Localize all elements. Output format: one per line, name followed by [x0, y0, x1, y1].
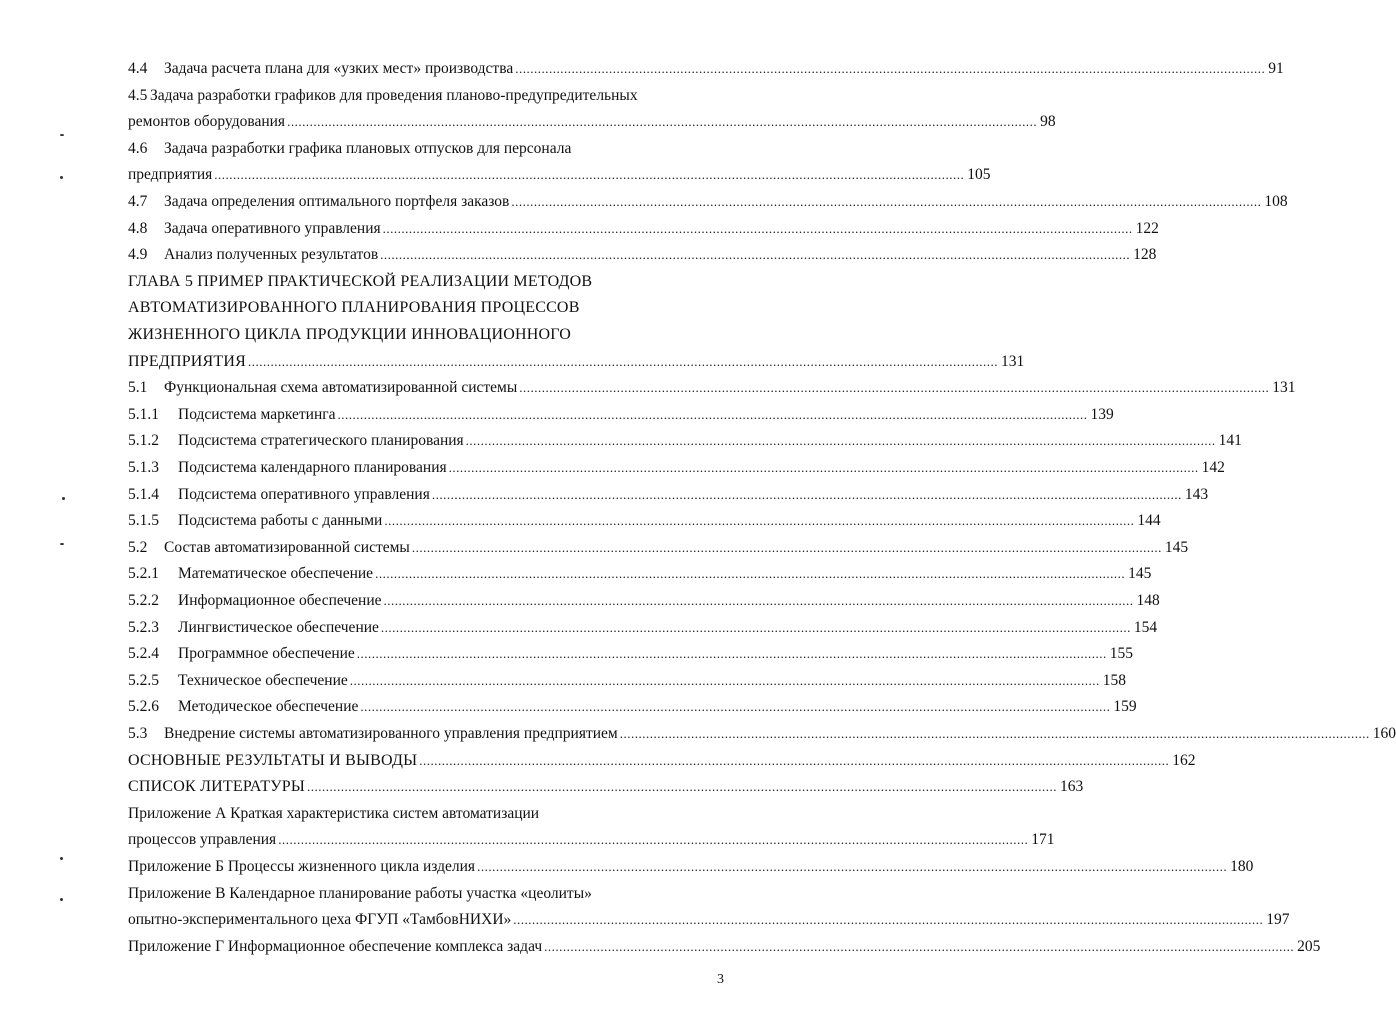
toc-entry-page: 197	[1266, 911, 1290, 928]
toc-entry-page: 131	[1001, 353, 1025, 370]
toc-entry-title: Методическое обеспечение	[178, 698, 359, 715]
toc-entry-number: 5.1.1	[128, 406, 159, 423]
scan-speck	[62, 497, 65, 500]
toc-entry	[128, 190, 1288, 214]
toc-entry	[128, 935, 1321, 959]
toc-entry-page: 163	[1060, 778, 1084, 795]
toc-entry-page: 171	[1031, 831, 1055, 848]
toc-entry	[128, 642, 1134, 666]
toc-entry-page: 122	[1135, 220, 1159, 237]
toc-entry-title: ЖИЗНЕННОГО ЦИКЛА ПРОДУКЦИИ ИННОВАЦИОННОГО	[128, 326, 572, 343]
toc-entry-number: 5.2.5	[128, 672, 159, 689]
toc-entry-number: 5.3	[128, 725, 148, 742]
toc-entry	[128, 403, 1114, 427]
toc-entry	[128, 243, 1157, 267]
toc-entry-number: 5.1.5	[128, 512, 159, 529]
toc-entry-title: Приложение А Краткая характеристика систем автоматизации	[128, 805, 540, 822]
toc-leader-dots: ........................................................................................................................................................................................................	[519, 380, 1270, 395]
toc-entry-page: 128	[1133, 246, 1157, 263]
toc-entry-title: процессов управления	[128, 831, 277, 848]
toc-entry-title: Задача оперативного управления	[164, 220, 381, 237]
toc-leader-dots: ........................................................................................................................................................................................................	[248, 354, 999, 369]
toc-leader-dots: ........................................................................................................................................................................................................	[380, 620, 1131, 635]
toc-entry-title: Подсистема работы с данными	[178, 512, 383, 529]
toc-leader-dots: ........................................................................................................................................................................................................	[307, 779, 1057, 794]
toc-entry	[128, 855, 1254, 879]
toc-entry	[128, 669, 1127, 693]
toc-entry-title: опытно-экспериментального цеха ФГУП «ТамбовНИХИ»	[128, 911, 512, 928]
toc-leader-dots: ........................................................................................................................................................................................................	[477, 859, 1228, 874]
toc-entry-title: Приложение Г Информационное обеспечение комплекса задач	[128, 938, 543, 955]
toc-entry-number: 5.1.2	[128, 432, 159, 449]
toc-leader-dots: ........................................................................................................................................................................................................	[356, 646, 1107, 661]
toc-leader-dots: ........................................................................................................................................................................................................	[384, 513, 1135, 528]
toc-entry	[128, 270, 724, 294]
toc-leader-dots: ........................................................................................................................................................................................................	[380, 247, 1131, 262]
toc-entry-page: 162	[1172, 752, 1196, 769]
toc-entry-page: 142	[1201, 459, 1225, 476]
toc-entry	[128, 509, 1161, 533]
toc-entry-number: 4.6	[128, 140, 148, 157]
toc-entry	[128, 483, 1209, 507]
toc-entry	[128, 616, 1158, 640]
toc-leader-dots: ........................................................................................................................................................................................................	[287, 114, 1038, 129]
toc-entry	[128, 456, 1225, 480]
toc-entry-title: Техническое обеспечение	[178, 672, 348, 689]
toc-entry-title: Информационное обеспечение	[178, 592, 382, 609]
toc-entry-title: Внедрение системы автоматизированного управления предприятием	[164, 725, 618, 742]
toc-entry-title: Приложение Б Процессы жизненного цикла изделия	[128, 858, 476, 875]
toc-leader-dots: ........................................................................................................................................................................................................	[513, 912, 1264, 927]
toc-entry-number: 5.2.4	[128, 645, 159, 662]
toc-entry-page: 105	[967, 166, 991, 183]
scan-speck	[60, 176, 63, 179]
toc-leader-dots: ........................................................................................................................................................................................................	[544, 939, 1295, 954]
toc-entry	[128, 376, 1296, 400]
toc-entry-page: 131	[1272, 379, 1296, 396]
toc-leader-dots: ........................................................................................................................................................................................................	[278, 832, 1029, 847]
toc-entry-page: 205	[1297, 938, 1321, 955]
toc-entry-page: 108	[1264, 193, 1288, 210]
toc-entry	[128, 429, 1242, 453]
toc-entry	[128, 350, 1025, 374]
toc-entry-title: Анализ полученных результатов	[164, 246, 379, 263]
toc-entry-title: Лингвистическое обеспечение	[178, 619, 379, 636]
scan-speck	[60, 134, 64, 136]
toc-entry-page: 143	[1184, 486, 1209, 503]
toc-entry	[128, 775, 1084, 799]
toc-entry-number: 5.2.6	[128, 698, 159, 715]
toc-leader-dots: ........................................................................................................................................................................................................	[465, 433, 1216, 448]
toc-entry	[128, 110, 1056, 134]
toc-entry-title: предприятия	[128, 166, 213, 183]
toc-entry-title: Математическое обеспечение	[178, 565, 374, 582]
toc-entry-title: Задача определения оптимального портфеля заказов	[164, 193, 510, 210]
toc-entry-number: 5.1.4	[128, 486, 159, 503]
toc-entry-page: 91	[1268, 60, 1284, 77]
toc-entry	[128, 749, 1196, 773]
toc-leader-dots: ........................................................................................................................................................................................................	[419, 753, 1170, 768]
toc-leader-dots: ........................................................................................................................................................................................................	[382, 221, 1133, 236]
toc-entry-number: 5.2.3	[128, 619, 159, 636]
toc-entry-title: СПИСОК ЛИТЕРАТУРЫ	[128, 778, 305, 795]
toc-entry	[128, 84, 724, 108]
toc-leader-dots: ........................................................................................................................................................................................................	[515, 61, 1266, 76]
toc-entry-page: 141	[1218, 432, 1242, 449]
scan-speck	[60, 857, 63, 860]
toc-entry-page: 144	[1137, 512, 1161, 529]
toc-entry	[128, 57, 1284, 81]
toc-entry-number: 4.7	[128, 193, 148, 210]
toc-leader-dots: ........................................................................................................................................................................................................	[619, 726, 1370, 741]
toc-entry	[128, 908, 1290, 932]
toc-entry	[128, 296, 724, 320]
toc-entry-number: 4.8	[128, 220, 148, 237]
toc-leader-dots: ........................................................................................................................................................................................................	[448, 460, 1199, 475]
toc-entry-title: Подсистема оперативного управления	[178, 486, 430, 503]
toc-entry-number: 4.5	[128, 87, 148, 104]
toc-entry-title: ремонтов оборудования	[128, 113, 286, 130]
toc-entry-number: 4.9	[128, 246, 148, 263]
toc-entry-title: Подсистема стратегического планирования	[178, 432, 464, 449]
toc-entry-title: Функциональная схема автоматизированной системы	[164, 379, 518, 396]
toc-entry	[128, 882, 724, 906]
page-number: 3	[717, 972, 724, 987]
toc-entry-page: 139	[1090, 406, 1114, 423]
toc-entry	[128, 802, 724, 826]
toc-leader-dots: ........................................................................................................................................................................................................	[337, 407, 1088, 422]
toc-entry-title: АВТОМАТИЗИРОВАННОГО ПЛАНИРОВАНИЯ ПРОЦЕССОВ	[128, 299, 580, 316]
toc-entry-number: 5.2.2	[128, 592, 159, 609]
toc-entry	[128, 323, 724, 347]
toc-entry-title: Программное обеспечение	[178, 645, 355, 662]
toc-entry	[128, 589, 1160, 613]
toc-entry-title: Приложение В Календарное планирование работы участка «цеолиты»	[128, 885, 592, 902]
toc-entry	[128, 137, 724, 161]
toc-entry-page: 159	[1113, 698, 1137, 715]
toc-leader-dots: ........................................................................................................................................................................................................	[214, 167, 965, 182]
toc-leader-dots: ........................................................................................................................................................................................................	[431, 487, 1182, 502]
toc-entry-page: 98	[1040, 113, 1056, 130]
scan-speck	[60, 543, 64, 545]
toc-leader-dots: ........................................................................................................................................................................................................	[411, 540, 1162, 555]
toc-entry-page: 155	[1109, 645, 1134, 662]
toc-leader-dots: ........................................................................................................................................................................................................	[360, 699, 1111, 714]
toc-entry	[128, 562, 1152, 586]
toc-entry	[128, 536, 1189, 560]
toc-entry-number: 5.1.3	[128, 459, 159, 476]
toc-entry-page: 145	[1164, 539, 1189, 556]
toc-leader-dots: ........................................................................................................................................................................................................	[349, 673, 1100, 688]
toc-entry-number: 4.4	[128, 60, 148, 77]
toc-entry-title: Подсистема календарного планирования	[178, 459, 447, 476]
toc-entry	[128, 722, 1396, 746]
toc-entry-page: 154	[1133, 619, 1158, 636]
toc-entry-page: 180	[1230, 858, 1254, 875]
toc-leader-dots: ........................................................................................................................................................................................................	[511, 194, 1262, 209]
toc-entry-number: 5.2.1	[128, 565, 159, 582]
toc-entry-number: 5.2	[128, 539, 148, 556]
toc-entry-page: 160	[1372, 725, 1396, 742]
toc-entry-title: Задача разработки графиков для проведения планово-предупредительных	[150, 87, 638, 104]
toc-entry-page: 148	[1136, 592, 1160, 609]
toc-entry-page: 145	[1128, 565, 1152, 582]
toc-entry-title: Задача расчета плана для «узких мест» производства	[164, 60, 514, 77]
toc-leader-dots: ........................................................................................................................................................................................................	[383, 593, 1134, 608]
toc-leader-dots: ........................................................................................................................................................................................................	[375, 566, 1126, 581]
toc-entry-page: 158	[1102, 672, 1127, 689]
toc-entry-title: Подсистема маркетинга	[178, 406, 336, 423]
toc-entry-title: Задача разработки графика плановых отпусков для персонала	[164, 140, 572, 157]
toc-entry-title: ПРЕДПРИЯТИЯ	[128, 353, 247, 370]
toc-entry	[128, 828, 1055, 852]
toc-entry-title: ГЛАВА 5 ПРИМЕР ПРАКТИЧЕСКОЙ РЕАЛИЗАЦИИ МЕТОДОВ	[128, 273, 593, 290]
toc-entry	[128, 695, 1137, 719]
toc-entry-title: ОСНОВНЫЕ РЕЗУЛЬТАТЫ И ВЫВОДЫ	[128, 752, 418, 769]
toc-entry-number: 5.1	[128, 379, 148, 396]
toc-entry	[128, 217, 1159, 241]
toc-entry	[128, 163, 991, 187]
scan-speck	[60, 898, 63, 901]
toc-entry-title: Состав автоматизированной системы	[164, 539, 410, 556]
